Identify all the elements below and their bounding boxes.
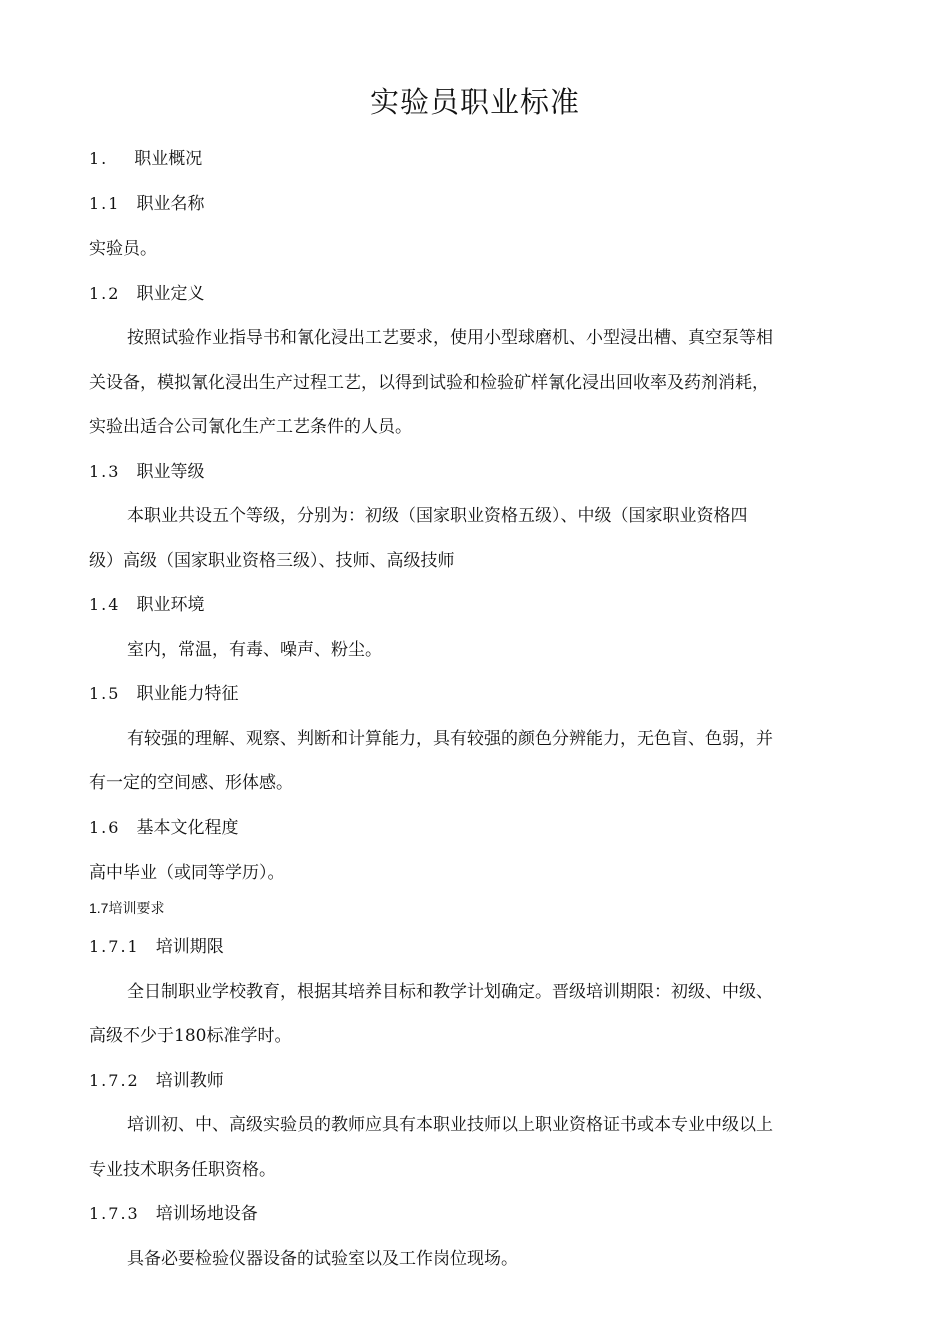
- section-label: 基本文化程度: [136, 818, 239, 838]
- section-heading-1: [89, 147, 864, 171]
- section-number: 1.7.2: [89, 1071, 140, 1090]
- paragraph-1-7-3: 具备必要检验仪器设备的试验室以及工作岗位现场。: [127, 1249, 518, 1269]
- section-heading-1-3: [89, 460, 864, 484]
- paragraph-1-5-line: 有一定的空间感、形体感。: [89, 773, 293, 793]
- section-number: 1.: [89, 149, 109, 168]
- section-heading-1-7: 1.7培训要求: [89, 900, 165, 916]
- section-number: 1.3: [89, 462, 121, 481]
- paragraph-1-7-2-line: 专业技术职务任职资格。: [89, 1160, 276, 1180]
- paragraph-1-2-line: 实验出适合公司氰化生产工艺条件的人员。: [89, 417, 412, 437]
- paragraph-1-3-line: 级）高级（国家职业资格三级）、技师、高级技师: [89, 551, 455, 571]
- page-title: 实验员职业标准: [369, 85, 580, 119]
- paragraph-1-1: 实验员。: [89, 239, 157, 259]
- paragraph-1-5-line: 有较强的理解、观察、判断和计算能力，具有较强的颜色分辨能力，无色盲、色弱，并: [127, 729, 773, 749]
- paragraph-1-4: 室内，常温，有毒、噪声、粉尘。: [127, 640, 382, 660]
- paragraph-1-7-2-line: 培训初、中、高级实验员的教师应具有本职业技师以上职业资格证书或本专业中级以上: [127, 1115, 773, 1135]
- section-label: 职业概况: [134, 149, 203, 169]
- section-label: 培训场地设备: [155, 1204, 258, 1224]
- section-heading-1-7-3: [89, 1202, 864, 1226]
- paragraph-1-7-1-line: 全日制职业学校教育，根据其培养目标和教学计划确定。晋级培训期限：初级、中级、: [127, 982, 773, 1002]
- section-heading-1-7-1: [89, 935, 864, 959]
- section-heading-1-5: [89, 682, 864, 706]
- section-number: 1.4: [89, 595, 121, 614]
- section-number: 1.1: [89, 194, 121, 213]
- section-heading-1-7-2: [89, 1069, 864, 1093]
- section-heading-1-1: [89, 192, 864, 216]
- section-number: 1.2: [89, 284, 121, 303]
- paragraph-1-6: 高中毕业（或同等学历）。: [89, 863, 285, 883]
- paragraph-1-3-line: 本职业共设五个等级，分别为：初级（国家职业资格五级）、中级（国家职业资格四: [127, 506, 748, 526]
- section-label: 职业等级: [136, 462, 205, 482]
- section-label: 培训期限: [155, 937, 224, 957]
- section-heading-1-4: [89, 593, 864, 617]
- section-heading-1-6: [89, 816, 864, 840]
- section-number: 1.6: [89, 818, 121, 837]
- section-number: 1.7.1: [89, 937, 140, 956]
- section-heading-1-2: [89, 282, 864, 306]
- section-number: 1.7.3: [89, 1204, 140, 1223]
- paragraph-1-2-line: 关设备，模拟氰化浸出生产过程工艺，以得到试验和检验矿样氰化浸出回收率及药剂消耗，: [89, 373, 769, 393]
- section-label: 职业能力特征: [136, 684, 239, 704]
- paragraph-1-2-line: 按照试验作业指导书和氰化浸出工艺要求，使用小型球磨机、小型浸出槽、真空泵等相: [127, 328, 773, 348]
- section-label: 培训教师: [155, 1071, 224, 1091]
- section-label: 职业环境: [136, 595, 205, 615]
- paragraph-1-7-1-line: 高级不少于180标准学时。: [89, 1026, 292, 1046]
- section-number: 1.5: [89, 684, 121, 703]
- section-label: 职业定义: [136, 284, 205, 304]
- section-label: 职业名称: [136, 194, 205, 214]
